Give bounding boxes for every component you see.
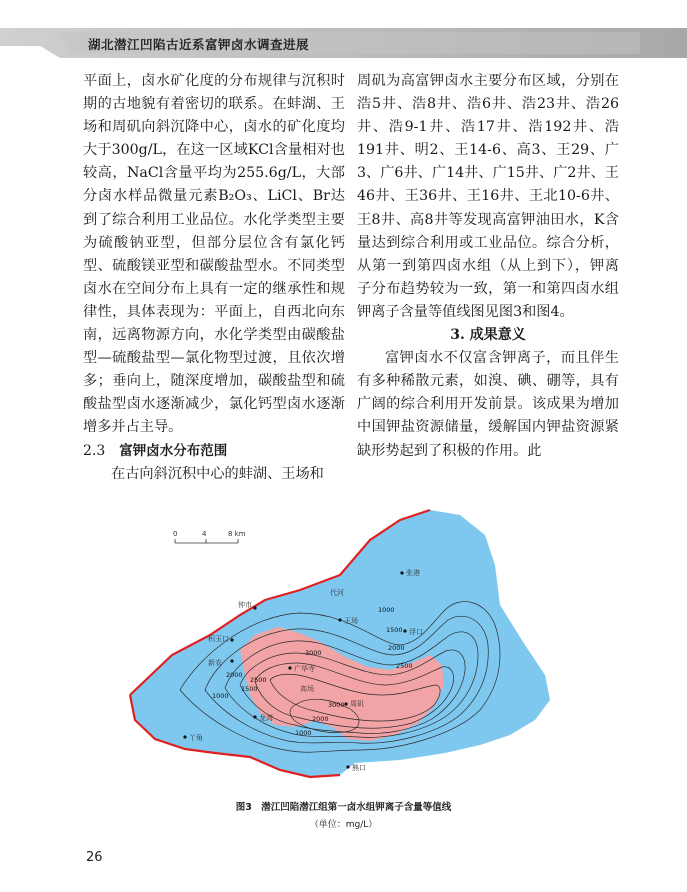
contour-label: 3000	[328, 701, 345, 709]
place-zhongshi: 钟市	[238, 601, 252, 609]
scale-tick-4: 4	[202, 530, 207, 538]
contour-label: 1000	[212, 692, 229, 700]
scale-tick-8: 8 km	[228, 530, 246, 538]
section-heading-2-3	[83, 440, 345, 463]
left-paragraph-2: 在古向斜沉积中心的蚌湖、王场和	[111, 465, 324, 482]
running-header	[0, 0, 687, 62]
scale-bar	[173, 530, 246, 543]
page-number: 26	[86, 850, 103, 865]
contour-label: 2500	[250, 676, 267, 684]
contour-label: 2500	[396, 662, 413, 670]
left-paragraph-1: 平面上，卤水矿化度的分布规律与沉积时期的古地貌有着密切的联系。在蚌湖、王场和周矶向斜沉降中心，卤水的矿化度均大于300g/L，在这一区域KCl含量相对也较高，NaCl含量平均为255.6g/L，大部分卤水样品微量元素B₂O₃、LiCl、Br达到了综合利用工业品位。水化学类型主要为硫酸钠亚型，但部分层位含有氯化钙型、硫酸镁亚型和碳酸盐型水。不同类型卤水在空间分布上具有一定的继承性和规律性，具体表现为：平面上，自西北向东南，远离物源方向，水化学类型由碳酸盐型—硫酸盐型—氯化物型过渡，且依次增多；垂向上，随深度增加，碳酸盐型和硫酸盐型卤水逐渐减少，氯化钙型卤水逐渐增多并占主导。	[83, 73, 345, 436]
right-column	[357, 70, 619, 463]
place-gaochang: 高场	[300, 685, 314, 693]
contour-label: 1000	[378, 606, 395, 614]
place-wangchang: 王场	[344, 617, 358, 625]
contour-label: 2000	[388, 644, 405, 652]
place-fukou: 浮口	[409, 628, 423, 636]
place-zhanggang: 张港	[406, 569, 420, 577]
left-column	[83, 70, 345, 486]
header-title: 湖北潜江凹陷古近系富钾卤水调查进展	[88, 37, 310, 52]
place-zhouji: 周矶	[350, 700, 364, 708]
section-title: 富钾卤水分布范围	[119, 442, 228, 459]
figure-caption: 图3 潜江凹陷潜江组第一卤水组钾离子含量等值线	[235, 802, 452, 813]
contour-map-figure	[100, 495, 610, 790]
place-yajiao: 丫角	[189, 734, 203, 742]
section-heading-3: 3. 成果意义	[450, 327, 526, 344]
right-paragraph-2: 富钾卤水不仅富含钾离子，而且伴生有多种稀散元素，如溴、碘、硼等，具有广阔的综合利用开发前景。该成果为增加中国钾盐资源储量，缓解国内钾盐资源紧缺形势起到了积极的作用。此	[357, 350, 619, 459]
contour-label: 1500	[386, 626, 403, 634]
section-number: 2.3	[83, 442, 106, 459]
contour-map	[100, 495, 610, 790]
place-xiongkou: 熊口	[352, 764, 366, 772]
scale-tick-0: 0	[173, 530, 178, 538]
contour-label: 1000	[295, 729, 312, 737]
contour-label: 1500	[241, 685, 258, 693]
place-jiyukou: 积玉口	[208, 635, 229, 643]
right-paragraph-1: 周矶为高富钾卤水主要分布区域，分别在浩5井、浩8井、浩6井、浩23井、浩26井、浩9-1井、浩17井、浩192井、浩191井、明2、王14-6、高3、王29、广3、广6井、广14井、广15井、广2井、王46井、王36井、王16井、王北10-6井、王8井、高8井等发现高富钾油田水，K含量达到综合利用或工业品位。综合分析，从第一到第四卤水组（从上到下），钾离子分布趋势较为一致，第一和第四卤水组钾离子含量等值线图见图3和图4。	[357, 73, 619, 320]
contour-label: 2000	[226, 671, 243, 679]
contour-label: 3000	[305, 649, 322, 657]
place-xinnong: 新农	[208, 659, 222, 667]
contour-label: 2000	[312, 715, 329, 723]
place-longwan: 龙湾	[259, 714, 273, 722]
place-daihe: 代河	[330, 589, 344, 597]
figure-unit: （单位：mg/L）	[309, 820, 378, 830]
place-guanghuasi: 广华寺	[294, 665, 315, 673]
